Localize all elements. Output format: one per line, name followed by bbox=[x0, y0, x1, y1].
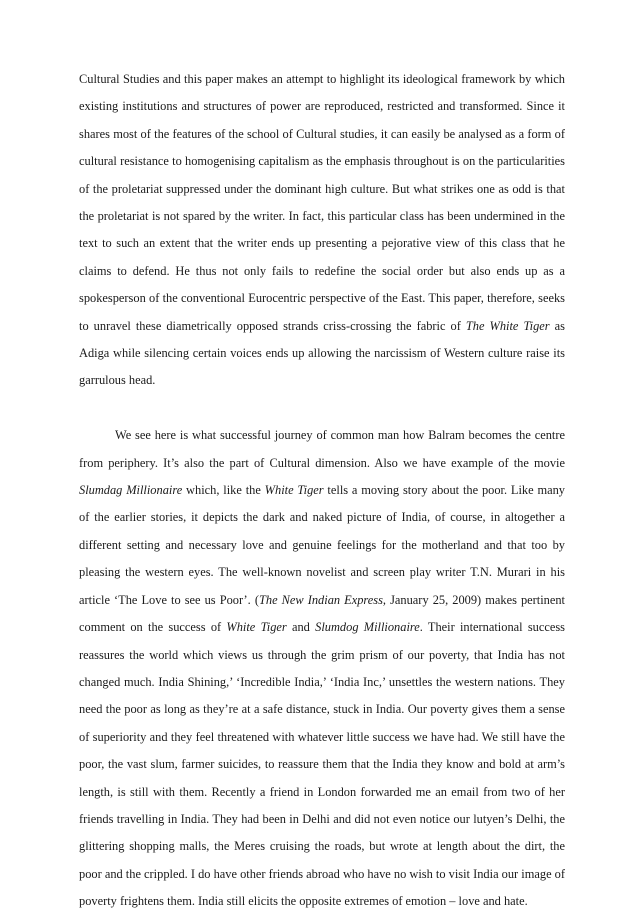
italic-title-text: White Tiger bbox=[226, 620, 287, 635]
body-text: tells a moving story about the poor. Like many of the earlier stories, it depicts the dark and naked picture of India, of course, in altogether a different setting and necessary love and genuine feelings for the motherland and that too by pleasing the western eyes. The well-known novelist and screen play writer T.N. Murari in his article ‘The Love to see us Poor’. ( bbox=[79, 483, 565, 607]
italic-title-text: The White Tiger bbox=[465, 318, 550, 333]
body-text: . Their international success reassures the world which views us through the grim prism of our poverty, that India has not changed much. India Shining,’ ‘Incredible India,’ ‘India Inc,’ unsettles the western nations. They need the poor as long as they’re at a safe distance, stuck in India. Our poverty gives them a sense of superiority and they feel threatened with whatever little success we have had. We still have the poor, the vast slum, farmer suicides, to reassure them that the India they know and bold at arm’s length, is still with them. Recently a friend in London forwarded me an email from two of her friends travelling in India. They had been in Delhi and did not even notice our lutyen’s Delhi, the glittering shopping malls, the Meres cruising the roads, but wrote at length about the dirt, the poor and the crippled. I do have other friends abroad who have no wish to visit India our image of poverty frightens them. India still elicits the opposite extremes of emotion – love and hate. bbox=[79, 620, 566, 909]
paragraph-2 bbox=[79, 422, 565, 915]
document-page bbox=[79, 66, 565, 916]
body-text: as Adiga while silencing certain voices ends up allowing the narcissism of Western culture raise its garrulous head. bbox=[79, 318, 565, 388]
body-text: We see here is what successful journey of common man how Balram becomes the centre from periphery. It’s also the part of Cultural dimension. Also we have example of the movie bbox=[79, 428, 565, 470]
body-text: and bbox=[286, 620, 316, 635]
italic-title-text: Slumdag Millionaire bbox=[79, 483, 183, 498]
italic-title-text: Slumdog Millionaire bbox=[315, 620, 420, 635]
italic-title-text: The New Indian Express, bbox=[258, 592, 387, 607]
body-text: Cultural Studies and this paper makes an attempt to highlight its ideological framework by which existing institutions and structures of power are reproduced, restricted and transformed. Since it shares most of the features of the school of Cultural studies, it can easily be analysed as a form of cultural resistance to homogenising capitalism as the emphasis throughout is on the particularities of the proletariat suppressed under the dominant high culture. But what strikes one as odd is that the proletariat is not spared by the writer. In fact, this particular class has been undermined in the text to such an extent that the writer ends up presenting a pejorative view of this class that he claims to defend. He thus not only fails to redefine the social order but also ends up as a spokesperson of the conventional Eurocentric perspective of the East. This paper, therefore, seeks to unravel these diametrically opposed strands criss-crossing the fabric of bbox=[79, 72, 565, 333]
paragraph-1 bbox=[79, 66, 565, 395]
body-text: which, like the bbox=[182, 483, 265, 498]
body-text: January 25, 2009) makes pertinent comment on the success of bbox=[79, 592, 565, 635]
italic-title-text: White Tiger bbox=[264, 483, 324, 498]
